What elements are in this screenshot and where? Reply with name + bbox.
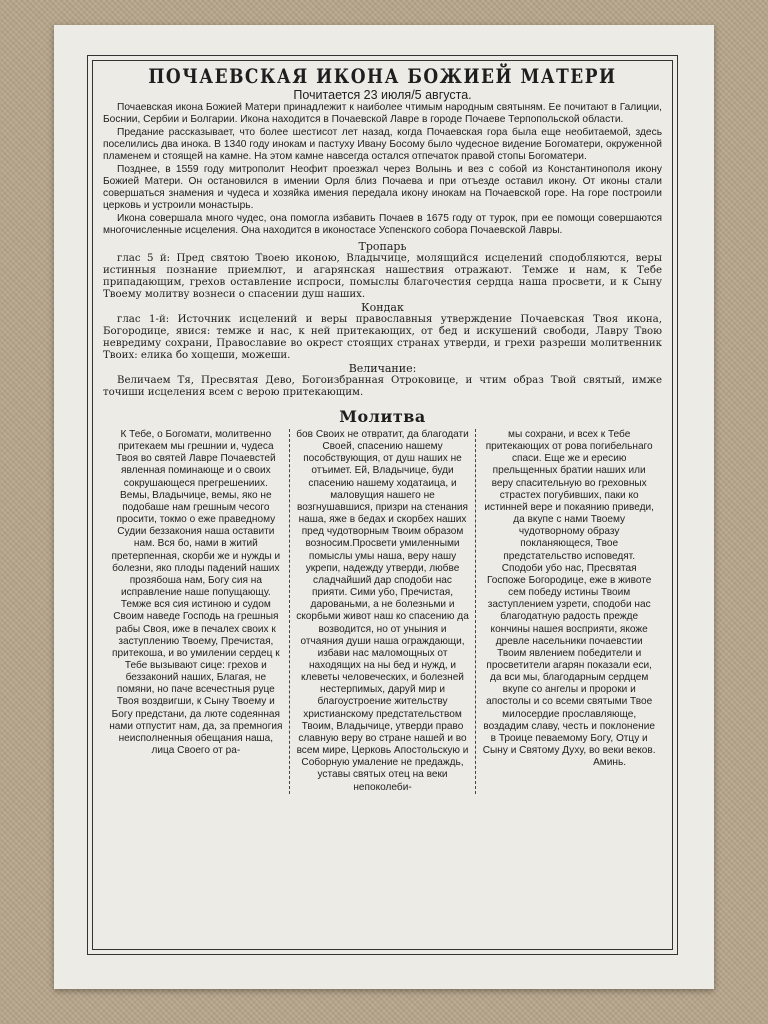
- troparion-heading: Тропарь: [358, 240, 407, 253]
- history-paragraph: Позднее, в 1559 году митрополит Неофит проезжал через Волынь и вез с собой из Константинополя икону Божией Матери. Он остановился в имении Орля близ Почаева и при отъезде оставил икону. От иконы стали совершаться знамения и чудеса и хозяйка имения передала икону инокам на Почаевской горе. На горе построили церковь и устроили монастырь.: [103, 164, 662, 211]
- paper-sheet: [54, 25, 714, 989]
- kontakion-text: глас 1-й: Источник исцелений и веры православныя утверждение Почаевская Твоя икона, Богородице, явися: темже и нас, к ней притекающих, от бед и искушений свободи, Лавру Твою невредиму сохрани, Православие во окрест стоящих странах утверди, и грехи разреши молитвенник Твоих: елика бо хощеши, можеши.: [103, 314, 662, 361]
- prayer-column-1: [103, 429, 289, 794]
- prayer-title: Молитва: [339, 407, 426, 426]
- troparion-text: глас 5 й: Пред святою Твоею иконою, Владычице, молящийся исцелений сподобляются, веры истинныя познание приемлют, и агарянская нашествия отражают. Темже и нам, к Тебе припадающим, грехов оставление испроси, помыслы благочестия сердца наша просвети, и к Сыну Твоему молитву вознеси о спасении душ наших.: [103, 253, 662, 300]
- prayer-column-2: [289, 429, 476, 794]
- magnification-section: [103, 362, 662, 399]
- history-paragraph: Икона совершала много чудес, она помогла избавить Почаев в 1675 году от турок, при ее помощи совершаются многочисленные исцеления. Она находится в иконостасе Успенского собора Почаевской Лавры.: [103, 213, 662, 236]
- prayer-text: К Тебе, о Богомати, молитвенно притекаем мы грешнии и, чудеса Твоя во святей Лавре Почаевстей явленная поминающе и о своих сокрушающеся прегрешениих. Вемы, Владычице, вемы, яко не подобаше нам грешным чесого просити, токмо о еже праведному Судии беззакония наша оставити нам. Вся бо, нами в житий претерпенная, скорби же и нужды и болезни, яко плоды падений наших прозябоша нам, Богу сия на исправление наше попущающу. Темже вся сия истиною и судом Своим наведе Господь на грешныя рабы Своя, иже в печалех своих к заступлению Твоему, Пречистая, притекоша, и во умилении сердец к Тебе вызывают сице: грехов и беззаконий наших, Благая, не помяни, но паче всечестныя руце Твоя воздвигши, к Сыну Твоему и Богу предстани, да люте содеянная нами отпустит нам, да, за премногия неисполненныя обещания наша, лица Своего от ра-: [109, 429, 283, 757]
- troparion-section: [103, 240, 662, 301]
- amen-text: Аминь.: [593, 757, 627, 769]
- outer-border: [87, 55, 678, 955]
- leaflet-content: [103, 65, 662, 945]
- leaflet-title: ПОЧАЕВСКАЯ ИКОНА БОЖИЕЙ МАТЕРИ: [148, 65, 617, 89]
- kontakion-section: [103, 301, 662, 362]
- history-section: [103, 102, 662, 237]
- feast-date: Почитается 23 июля/5 августа.: [293, 88, 472, 102]
- prayer-text: бов Своих не отвратит, да благодати Своей, спасению нашему пособствующия, от душ наших не отъимет. Ей, Владычице, буди спасению нашему ходатаица, и маловущия нашего не возгнушавшися, призри на стенания наша, яже в бедах и скорбех наших пред чудотворным Твоим образом возносим.Просвети умиленными помыслы умы наша, веру нашу укрепи, надежду утверди, любве сладчайший дар сподоби нас прияти. Сими убо, Пречистая, дарованьми, а не болезньми и скорбьми живот наш ко спасению да возводится, но от уныния и отчаяния души наша ограждающи, избави нас маломощных от находящих на ны бед и нужд, и клеветы человеческих, и болезней нестерпимых, даруй мир и благоустроение жительству христианскому предстательством Твоим, Владычице, утверди право славную веру во стране нашей и во всем мире, Церковь Апостольскую и Соборную умаление не предаждь, уставы святых отец на веки непоколеби-: [296, 429, 469, 793]
- prayer-text: мы сохрани, и всех к Тебе притекающих от рова погибельнаго спаси. Еще же и ересию прельщенных братии наших или веру спасительную во греховных страстех погубивших, паки ко истинней вере и покаянию приведи, да вкупе с нами Твоему чудотворному образу покланяющеся, Твое предстательство исповедят. Сподоби убо нас, Пресвятая Госпоже Богородице, еже в животе сем победу истины Твоим заступлением узрети, сподоби нас благодатную радость прежде кончины нашея восприяти, якоже древле насельники почаевстии Твоим явлением победители и просветители агарян показали еси, да вси мы, благодарным сердцем вкупе со ангелы и пророки и апостолы и со всеми святыми Твое милосердие прославляюще, воздадим славу, честь и поклонение в Троице певаемому Богу, Отцу и Сыну и Святому Духу, во веки веков.: [482, 429, 656, 757]
- magnification-text: Величаем Тя, Пресвятая Дево, Богоизбранная Отроковице, и чтим образ Твой святый, имже точиши исцеления всем с верою притекающим.: [103, 375, 662, 398]
- history-paragraph: Предание рассказывает, что более шестисот лет назад, когда Почаевская гора была еще необитаемой, здесь поселились два инока. В 1340 году инокам и пастуху Ивану Босому было чудесное видение Богоматери, окруженной пламенем и стоящей на камне. На этом камне навсегда остался отпечаток правой стопы Богоматери.: [103, 127, 662, 162]
- prayer-columns: [103, 429, 662, 794]
- inner-border: [92, 60, 673, 950]
- prayer-column-3: [475, 429, 662, 794]
- history-paragraph: Почаевская икона Божией Матери принадлежит к наиболее чтимым народным святыням. Ее почитают в Галиции, Боснии, Сербии и Болгарии. Икона находится в Почаевской Лавре в городе Почаеве Терпопольской области.: [103, 102, 662, 125]
- magnification-heading: Величание:: [348, 362, 417, 375]
- kontakion-heading: Кондак: [361, 301, 404, 314]
